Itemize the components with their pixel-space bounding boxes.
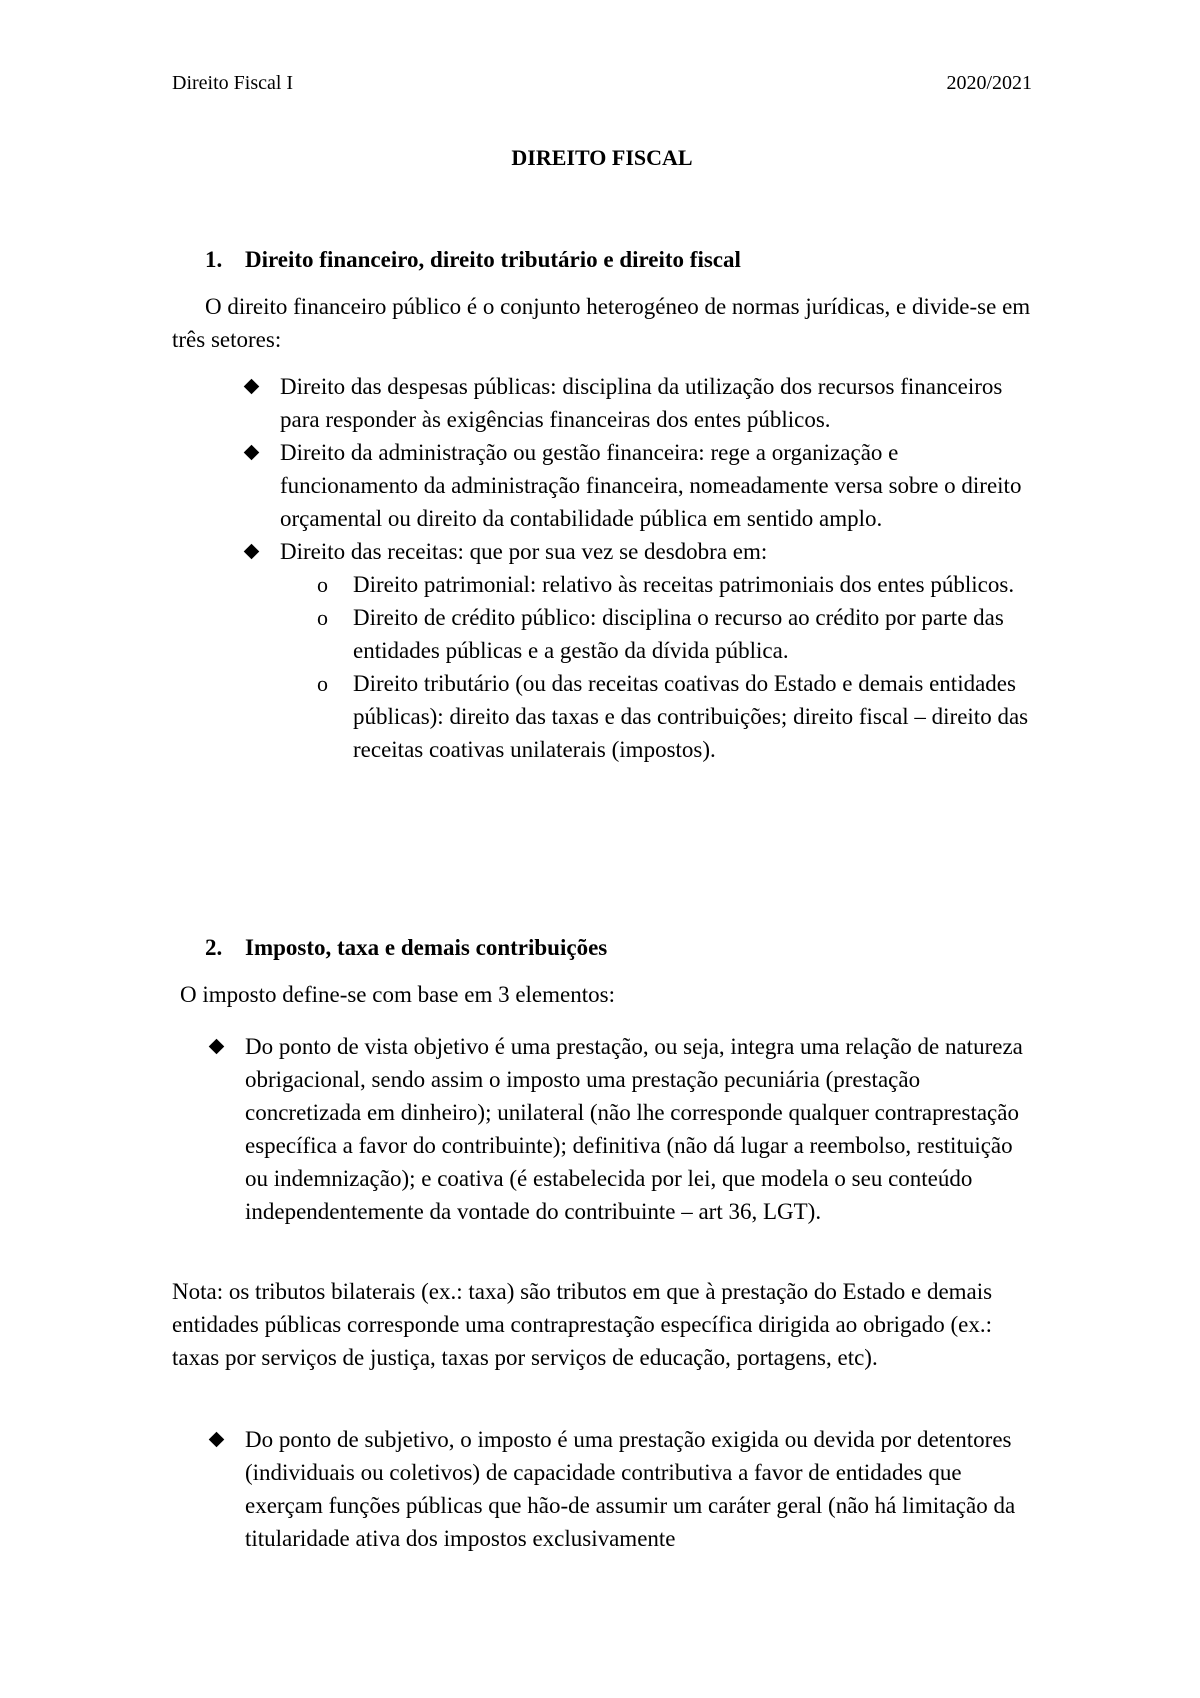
section-1-intro: O direito financeiro público é o conjunto heterogéneo de normas jurídicas, e divide-se em três setores: — [172, 294, 1031, 352]
circle-bullet-icon: o — [317, 572, 328, 597]
diamond-bullet-icon — [209, 1039, 225, 1055]
section-2-title: Imposto, taxa e demais contribuições — [245, 935, 608, 960]
circle-bullet-icon: o — [317, 605, 328, 630]
diamond-bullet-icon — [209, 1432, 225, 1448]
section-1-heading — [205, 247, 741, 273]
document-title: DIREITO FISCAL — [511, 145, 693, 170]
list-item: Do ponto de vista objetivo é uma prestação, ou seja, integra uma relação de natureza obrigacional, sendo assim o imposto uma prestação pecuniária (prestação concretizada em dinheiro); unilateral (não lhe corresponde qualquer contraprestação específica a favor do contribuinte); definitiva (não dá lugar a reembolso, restituição ou indemnização); e coativa (é estabelecida por lei, que modela o seu conteúdo independentemente da vontade do contribuinte – art 36, LGT). — [245, 1030, 1035, 1228]
section-2-note: Nota: os tributos bilaterais (ex.: taxa) são tributos em que à prestação do Estado e demais entidades públicas corresponde uma contraprestação específica dirigida ao obrigado (ex.: taxas por serviços de justiça, taxas por serviços de educação, portagens, etc). — [172, 1279, 993, 1370]
sub-list-item: o Direito de crédito público: disciplina o recurso ao crédito por parte das entidades públicas e a gestão da dívida pública. — [353, 601, 1030, 667]
list-item: Direito da administração ou gestão financeira: rege a organização e funcionamento da administração financeira, nomeadamente versa sobre o direito orçamental ou direito da contabilidade pública em sentido amplo. — [280, 436, 1030, 535]
circle-bullet-icon: o — [317, 671, 328, 696]
list-item: Direito das receitas: que por sua vez se desdobra em: o Direito patrimonial: relativo às receitas patrimoniais dos entes públicos. o Direito de crédito público: disciplina o recurso ao crédito por parte das entidades públicas e a gestão da dívida pública. o Direito tributário (ou das receitas coativas do Estado e demais entidades públicas): direito das taxas e das contribuições; direito fiscal – direito das receitas coativas unilaterais (impostos). — [280, 535, 1030, 766]
section-1-list — [280, 370, 1030, 766]
section-1-title: Direito financeiro, direito tributário e direito fiscal — [245, 247, 741, 272]
sub-list-item: o Direito patrimonial: relativo às receitas patrimoniais dos entes públicos. — [353, 568, 1030, 601]
section-2-intro: O imposto define-se com base em 3 elementos: — [180, 982, 615, 1007]
section-1-sublist — [317, 568, 1030, 766]
diamond-bullet-icon — [244, 544, 260, 560]
section-2-heading — [205, 935, 607, 961]
section-2-number: 2. — [205, 935, 223, 960]
list-item: Direito das despesas públicas: disciplina da utilização dos recursos financeiros para responder às exigências financeiras dos entes públicos. — [280, 370, 1030, 436]
page-header — [172, 72, 1032, 102]
list-item: Do ponto de subjetivo, o imposto é uma prestação exigida ou devida por detentores (individuais ou coletivos) de capacidade contributiva a favor de entidades que exerçam funções públicas que hão-de assumir um caráter geral (não há limitação da titularidade ativa dos impostos exclusivamente — [245, 1423, 1035, 1555]
diamond-bullet-icon — [244, 379, 260, 395]
section-2-list-1 — [245, 1030, 1035, 1228]
section-1-number: 1. — [205, 247, 223, 272]
sub-list-item: o Direito tributário (ou das receitas coativas do Estado e demais entidades públicas): direito das taxas e das contribuições; direito fiscal – direito das receitas coativas unilaterais (impostos). — [353, 667, 1030, 766]
header-academic-year: 2020/2021 — [946, 72, 1032, 94]
header-course-name: Direito Fiscal I — [172, 72, 294, 94]
diamond-bullet-icon — [244, 445, 260, 461]
section-2-list-2 — [245, 1423, 1035, 1555]
